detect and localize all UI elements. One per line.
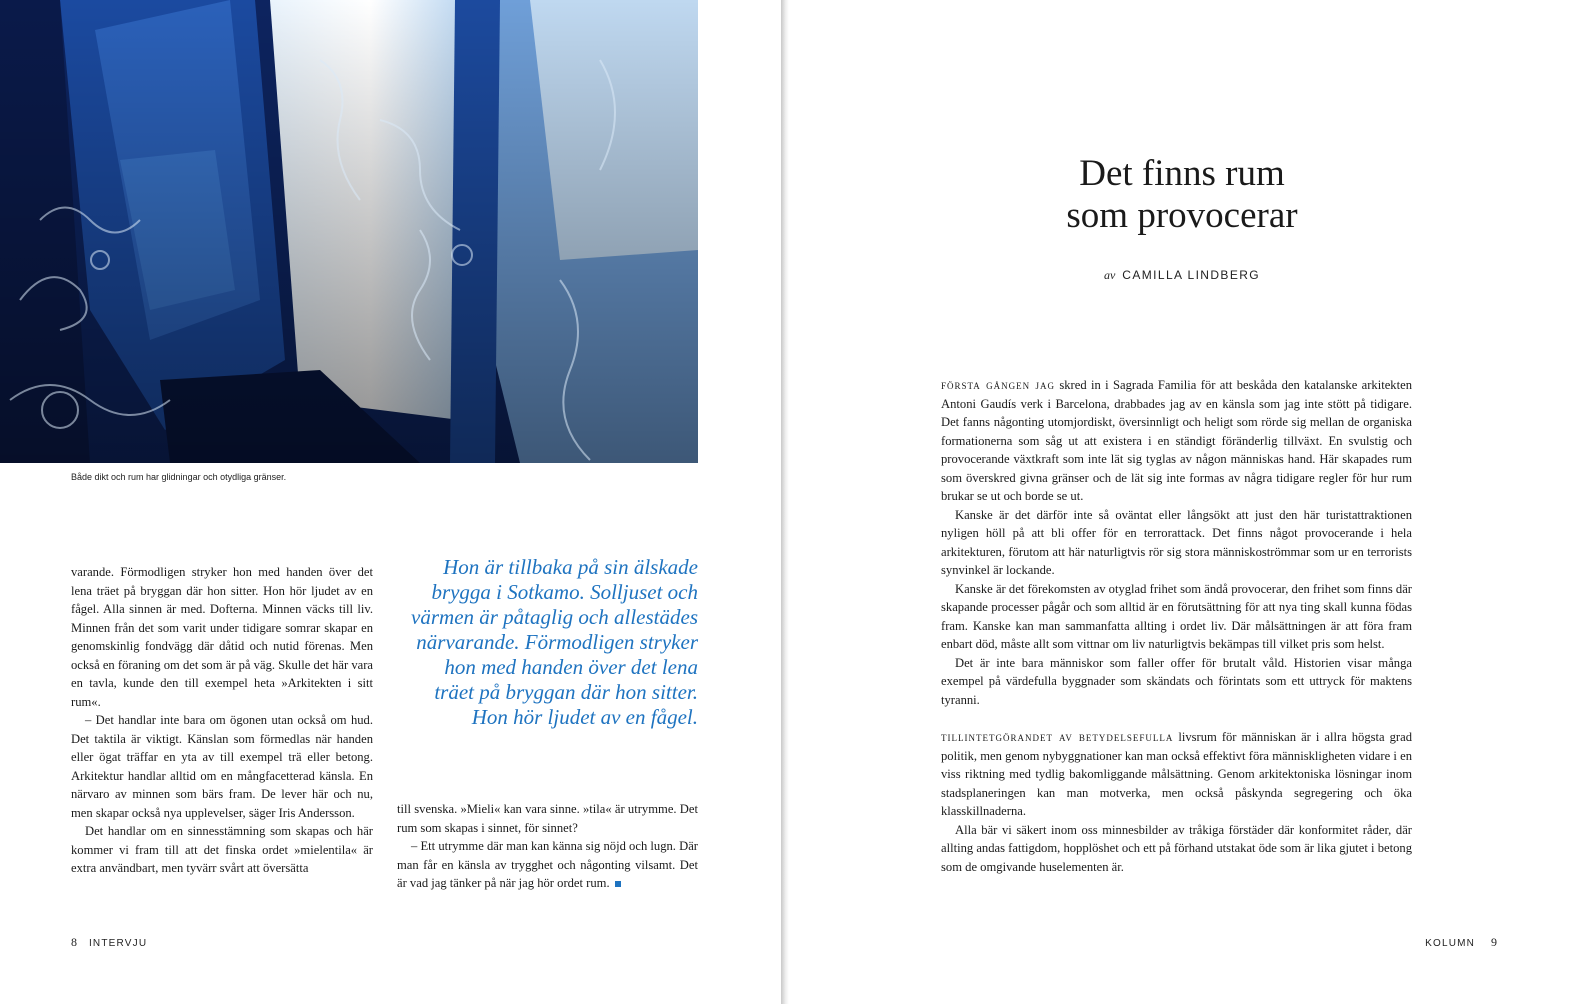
folio-right <box>1425 935 1497 950</box>
folio-left <box>71 935 147 950</box>
body-column-right <box>941 376 1412 876</box>
byline-author: CAMILLA LINDBERG <box>1122 268 1261 282</box>
section-label: INTERVJU <box>88 938 148 949</box>
body-column-middle <box>397 800 698 893</box>
paragraph: – Det handlar inte bara om ögonen utan också om hud. Det taktila är viktigt. Känslan som förmedlas när handen eller ögat träffar en yta av till exempel trä eller betong. Arkitektur handlar alltid om en mångfacetterad känsla. En närvaro av minnen som bärs fram. De lever här och nu, men skapar också nya upplevelser, säger Iris Andersson. <box>71 713 373 820</box>
paragraph-text: – Ett utrymme där man kan känna sig nöjd och lugn. Där man får en känsla av trygghet och någonting vilsamt. Det är vad jag tänker på när jag hör ordet rum. <box>397 839 698 890</box>
photo-illustration <box>0 0 698 463</box>
paragraph: Kanske är det förekomsten av otyglad frihet som ändå provocerar, den frihet som finns där skapande processer pågår och som alltid är en förutsättning för att nya ting skall kunna födas fram. Kanske kan man sammanfatta allting i ordet liv. Där målsättningen är att föra fram enbart död, måste allt som vittnar om liv naturligtvis bekämpas till vilket pris som helst. <box>941 581 1412 651</box>
section-label: KOLUMN <box>1425 938 1476 949</box>
paragraph: varande. Förmodligen stryker hon med handen över det lena träet på bryggan där hon sitter. Hon hör ljudet av en fågel. Alla sinnen är med. Dofterna. Minnen väcks till liv. Minnen från det som varit under tidigare somrar skapar en genomskinlig fondvägg där dåtid och nutid förenas. Men också en föraning om det som är på väg. Skulle det här vara en tavla, kunde den till exempel heta »Arkitekten i sitt rum«. <box>71 565 373 709</box>
article-title <box>789 153 1575 237</box>
pull-quote: Hon är tillbaka på sin älskade brygga i Sotkamo. Solljuset och värmen är påtaglig och allestädes närvarande. Förmodligen stryker hon med handen över det lena träet på bryggan där hon sitter. Hon hör ljudet av en fågel. <box>411 555 698 729</box>
paragraph-text: livsrum för människan är i allra högsta grad politik, men genom nybyggnationer kan man också effektivt föra människligheten vidare i en viss riktning med tydlig bakomliggande målsättning. Genom arkitektoniska lösningar inom stadsplaneringen kan man motverka, men också påskynda segregering och öka klasskillnaderna. <box>941 730 1413 818</box>
paragraph <box>397 837 698 893</box>
title-line-1: Det finns rum <box>1079 153 1285 194</box>
end-mark-square-icon <box>615 881 621 887</box>
lead-in: första gången jag <box>941 378 1055 392</box>
page-number: 8 <box>71 935 77 949</box>
spine-gutter <box>781 0 789 1004</box>
title-line-2: som provocerar <box>1066 195 1298 236</box>
paragraph-text: skred in i Sagrada Familia för att beskåda den katalanske arkitekten Antoni Gaudís verk i Barcelona, drabbades jag av en känsla som jag inte stött på tidigare. Det fanns någonting utomjordiskt, översinnligt och heligt som rörde sig mellan de organiska formationerna som såg ut att existera i en ständigt föränderlig tillväxt. En svulstig och provocerande växtkraft som inte lät sig tyglas av någon människas hand. Här skapades rum som överskred givna gränser och de lät sig inte formas av några tidigare regler för hur rum brukar se ut och borde se ut. <box>941 378 1412 503</box>
paragraph: Kanske är det därför inte så oväntat eller långsökt att just den här turistattraktionen nyligen höll på att bli offer för en terrorattack. Det finns något provocerande i hela arkitekturen, förutom att här naturligtvis rör sig stora människoströmmar som ur en terrorists synvinkel är lockande. <box>941 507 1412 577</box>
paragraph <box>941 376 1412 506</box>
photo-caption: Både dikt och rum har glidningar och otydliga gränser. <box>71 472 287 482</box>
page-number: 9 <box>1491 935 1497 949</box>
paragraph: Det är inte bara människor som faller offer för brutalt våld. Historien visar många exempel på värdefulla byggnader som skändats och förintats som ett uttryck för maktens tyranni. <box>941 655 1412 707</box>
paragraph: Alla bär vi säkert inom oss minnesbilder av tråkiga förstäder där konformitet råder, där allting andas fattigdom, hopplöshet och ett på förhand utstakat öde som är lika gjutet i betong som de omgivande huselementen är. <box>941 822 1412 874</box>
right-page <box>789 0 1575 1004</box>
photo-lace-curtain <box>0 0 698 463</box>
byline <box>789 268 1575 283</box>
lead-in: tillintetgörandet av betydelsefulla <box>941 730 1174 744</box>
paragraph: Det handlar om en sinnesstämning som skapas och här kommer vi fram till att det finska ordet »mielentila« är extra användbart, men tyvärr svårt att översätta <box>71 824 373 875</box>
byline-prefix: av <box>1103 268 1116 282</box>
left-page <box>0 0 781 1004</box>
body-column-left <box>71 563 373 878</box>
paragraph: till svenska. »Mieli« kan vara sinne. »tila« är utrymme. Det rum som skapas i sinnet, för sinnet? <box>397 802 698 835</box>
paragraph <box>941 728 1412 821</box>
